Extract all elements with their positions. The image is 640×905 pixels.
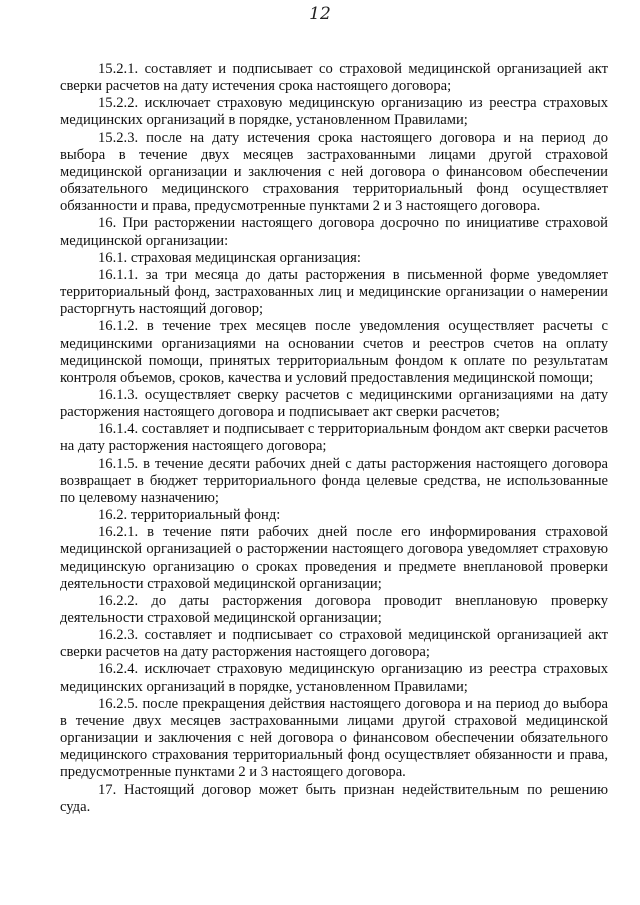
paragraph-15-2-2: 15.2.2. исключает страховую медицинскую организацию из реестра страховых медицинских организаций в порядке, установленном Правилами;: [60, 95, 608, 129]
paragraph-15-2-3: 15.2.3. после на дату истечения срока настоящего договора и на период до выбора в течение двух месяцев застрахованными лицами другой страховой медицинской организации и заключения с ней договора о финансовом обеспечении обязательного медицинского страхования территориальный фонд осуществляет обязанности и права, предусмотренные пунктами 2 и 3 настоящего договора.: [60, 129, 608, 215]
paragraph-16-2-3: 16.2.3. составляет и подписывает со страховой медицинской организацией акт сверки расчетов на дату расторжения настоящего договора;: [60, 627, 608, 661]
paragraph-17: 17. Настоящий договор может быть признан недействительным по решению суда.: [60, 781, 608, 815]
paragraph-16-2-2: 16.2.2. до даты расторжения договора проводит внеплановую проверку деятельности страховой медицинской организации;: [60, 592, 608, 626]
paragraph-16-2-4: 16.2.4. исключает страховую медицинскую организацию из реестра страховых медицинских организаций в порядке, установленном Правилами;: [60, 661, 608, 695]
paragraph-16-1-4: 16.1.4. составляет и подписывает с территориальным фондом акт сверки расчетов на дату расторжения настоящего договора;: [60, 421, 608, 455]
paragraph-16-2-1: 16.2.1. в течение пяти рабочих дней после его информирования страховой медицинской организацией о расторжении настоящего договора уведомляет страховую медицинскую организацию о сроках проведения и предмете внеплановой проверки деятельности страховой медицинской организации;: [60, 524, 608, 592]
document-body: [60, 61, 608, 816]
paragraph-16-1-1: 16.1.1. за три месяца до даты расторжения в письменной форме уведомляет территориальный фонд, застрахованных лиц и медицинские организации о намерении расторгнуть настоящий договор;: [60, 266, 608, 318]
page-number: 12: [309, 4, 331, 24]
paragraph-16: 16. При расторжении настоящего договора досрочно по инициативе страховой медицинской организации:: [60, 215, 608, 249]
paragraph-15-2-1: 15.2.1. составляет и подписывает со страховой медицинской организацией акт сверки расчетов на дату истечения срока настоящего договора;: [60, 61, 608, 95]
paragraph-16-1: 16.1. страховая медицинская организация:: [98, 249, 361, 266]
paragraph-16-1-2: 16.1.2. в течение трех месяцев после уведомления осуществляет расчеты с медицинскими организациями на основании счетов и реестров счетов на оплату медицинской помощи, принятых территориальным фондом к оплате по результатам контроля объемов, сроков, качества и условий предоставления медицинской помощи;: [60, 318, 608, 386]
paragraph-16-2-5: 16.2.5. после прекращения действия настоящего договора и на период до выбора в течение двух месяцев застрахованными лицами другой страховой медицинской организации и заключения с ней договора о финансовом обеспечении обязательного медицинского страхования территориальный фонд осуществляет обязанности и права, предусмотренные пунктами 2 и 3 настоящего договора.: [60, 695, 608, 781]
paragraph-16-2: 16.2. территориальный фонд:: [98, 507, 281, 524]
paragraph-16-1-3: 16.1.3. осуществляет сверку расчетов с медицинскими организациями на дату расторжения настоящего договора и подписывает акт сверки расчетов;: [60, 386, 608, 421]
paragraph-16-1-5: 16.1.5. в течение десяти рабочих дней с даты расторжения настоящего договора возвращает в бюджет территориального фонда целевые средства, не использованные по целевому назначению;: [60, 455, 608, 506]
